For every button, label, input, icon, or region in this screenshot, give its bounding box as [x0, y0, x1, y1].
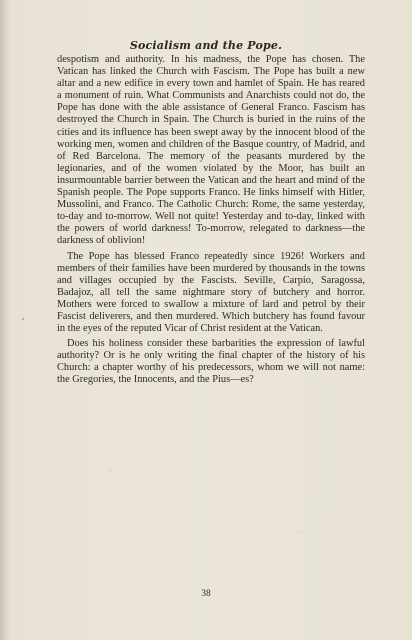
body-text	[57, 54, 365, 387]
paragraph-2: The Pope has blessed Franco repeatedly since 1926! Workers and members of their families have been murdered by thousands in the towns and villages occupied by the Fascists. Seville, Carpio, Saragossa, Badajoz, all tell the same nightmare story of butchery and horror. Mothers were forced to swallow a mixture of lard and petrol by their Fascist deliverers, and then murdered. Which butchery has found favour in the eyes of the reputed Vicar of Christ resident at the Vatican.	[57, 250, 365, 335]
paper-speck	[301, 532, 302, 533]
paper-speck	[110, 470, 111, 471]
running-head: Socialism and the Pope.	[129, 39, 283, 52]
paragraph-3: Does his holiness consider these barbarities the expression of lawful authority? Or is he only writing the final chapter of the history of his Church: a chapter worthy of his predecessors, whom we will not name: the Gregories, the Innocents, and the Pius—es?	[57, 338, 365, 386]
page-number: 38	[201, 589, 211, 599]
paper-speck	[22, 318, 24, 320]
paragraph-1: despotism and authority. In his madness, the Pope has chosen. The Vatican has linked the Church with Fascism. The Pope has built a new altar and a new edifice in every town and hamlet of Spain. He has reared a monument of ruin. What Communists and Anarchists could not do, the Pope has done with the able assistance of General Franco. Fascism has destroyed the Church in Spain. The Church is buried in the ruins of the cities and its influence has been swept away by the innocent blood of the working men, women and children of the Basque country, of Madrid, and of Red Barcelona. The memory of the peasants murdered by the legionaries, and of the women violated by the Moor, has built an insurmountable barrier between the Vatican and the heart and mind of the Spanish people. The Pope supports Franco. He links himself with Hitler, Mussolini, and Franco. The Catholic Church: Rome, the same yesterday, to-day and to-morrow. Well not quite! Yesterday and to-day, linked with the powers of world darkness! To-morrow, relegated to darkness—the darkness of oblivion!	[57, 54, 365, 247]
